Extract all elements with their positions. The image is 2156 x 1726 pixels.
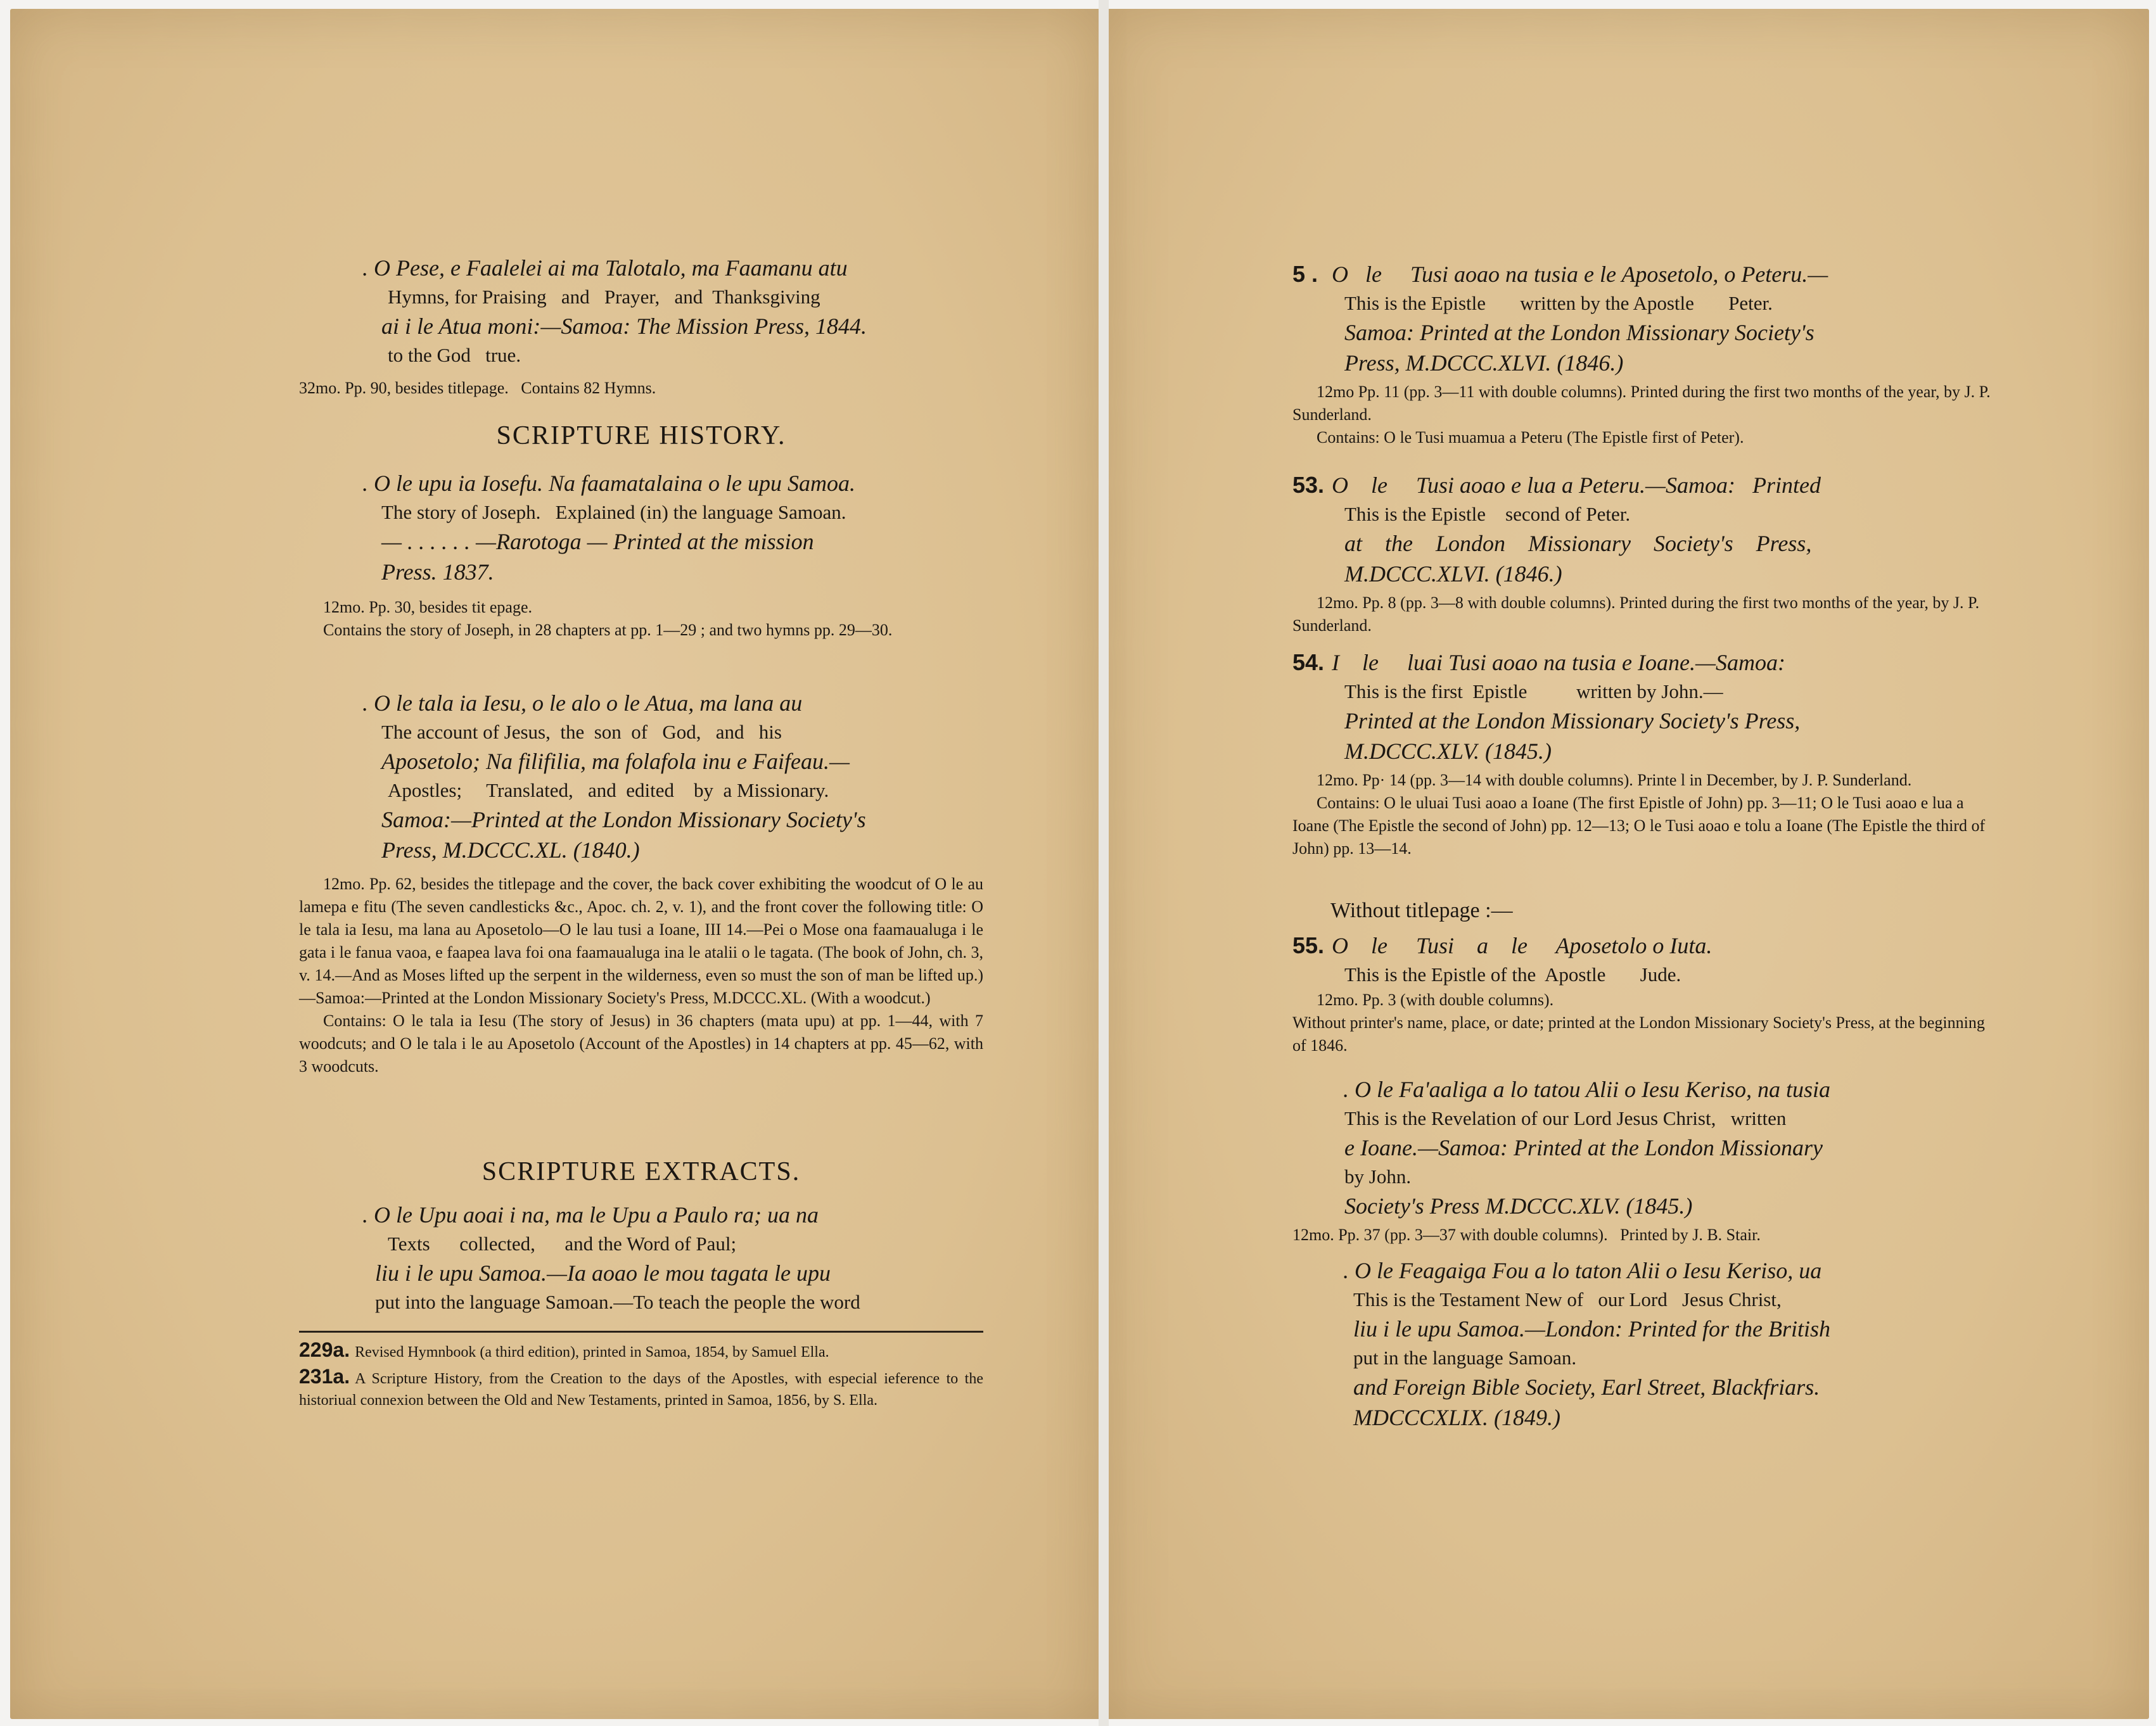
hymns-gloss-line-4: to the God true. <box>388 344 521 366</box>
joseph-samoan-line-4: Press. 1837. <box>381 559 494 585</box>
scripture-history-heading: SCRIPTURE HISTORY. <box>496 421 786 450</box>
footnote-number: 231a. <box>299 1365 350 1388</box>
footnote-229a <box>299 1339 983 1363</box>
entry-53-samoan-line-4: M.DCCC.XLVI. (1846.) <box>1344 561 1562 587</box>
entry-54-note-1: 12mo. Pp· 14 (pp. 3—14 with double columns). Printe l in December, by J. P. Sunderland. <box>1317 771 1912 789</box>
entry-hymns <box>299 253 983 400</box>
entry-55 <box>1292 930 1993 1057</box>
entry-5-note-1: 12mo Pp. 11 (pp. 3—11 with double columns). Printed during the first two months of the year, by J. P. Sunderland. <box>1292 383 1991 424</box>
hymns-samoan-line-1: . O Pese, e Faalelei ai ma Talotalo, ma Faamanu atu <box>362 255 848 281</box>
testament-gloss-line-2: This is the Testament New of our Lord Jesus Christ, <box>1353 1288 1782 1310</box>
revelation-samoan-line-3: e Ioane.—Samoa: Printed at the London Missionary <box>1344 1135 1823 1160</box>
entry-revelation <box>1292 1074 1993 1247</box>
extracts-samoan-line-1: . O le Upu aoai i na, ma le Upu a Paulo ra; ua na <box>362 1202 819 1228</box>
joseph-samoan-line-3: — . . . . . . —Rarotoga — Printed at the mission <box>381 529 814 554</box>
entry-53 <box>1292 470 1993 637</box>
jesus-samoan-line-6: Press, M.DCCC.XL. (1840.) <box>381 837 640 863</box>
hymns-gloss-line-2: Hymns, for Praising and Prayer, and Thanksgiving <box>388 286 820 308</box>
jesus-samoan-line-5: Samoa:—Printed at the London Missionary Society's <box>381 807 866 832</box>
revelation-note-1: 12mo. Pp. 37 (pp. 3—37 with double columns). Printed by J. B. Stair. <box>1292 1226 1761 1244</box>
entry-54-samoan-line-3: Printed at the London Missionary Society's Press, <box>1344 708 1801 733</box>
entry-5-samoan-line-4: Press, M.DCCC.XLVI. (1846.) <box>1344 350 1624 376</box>
without-titlepage: Without titlepage :— <box>1330 899 1513 922</box>
hymns-note: 32mo. Pp. 90, besides titlepage. Contains 82 Hymns. <box>299 379 656 397</box>
joseph-note-1: 12mo. Pp. 30, besides tit epage. <box>323 598 533 616</box>
entry-5-samoan-line-1: 5 . O le Tusi aoao na tusia e le Aposetolo, o Peteru.— <box>1292 259 1993 289</box>
book-gutter <box>1099 0 1109 1726</box>
right-column <box>1292 9 1993 1719</box>
jesus-gloss-line-4: Apostles; Translated, and edited by a Missionary. <box>388 779 829 801</box>
testament-samoan-line-5: and Foreign Bible Society, Earl Street, Blackfriars. <box>1353 1374 1820 1400</box>
left-column <box>299 9 983 1719</box>
entry-jesus <box>299 688 983 1078</box>
left-page <box>10 9 1099 1719</box>
footnote-231a <box>299 1366 983 1411</box>
footnote-number: 229a. <box>299 1338 350 1361</box>
entry-5-note-2: Contains: O le Tusi muamua a Peteru (The Epistle first of Peter). <box>1317 428 1744 447</box>
entry-53-samoan-line-3: at the London Missionary Society's Press, <box>1344 531 1812 556</box>
revelation-gloss-line-2: This is the Revelation of our Lord Jesus Christ, written <box>1344 1107 1787 1129</box>
entry-55-note-2: Without printer's name, place, or date; printed at the London Missionary Society's Press, at the beginning of 1846. <box>1292 1013 1985 1055</box>
entry-testament <box>1292 1255 1993 1433</box>
footnote-rule <box>299 1331 983 1333</box>
joseph-gloss-line-2: The story of Joseph. Explained (in) the language Samoan. <box>381 501 846 523</box>
revelation-gloss-line-4: by John. <box>1344 1165 1412 1188</box>
entry-53-gloss-line-2: This is the Epistle second of Peter. <box>1344 503 1631 525</box>
joseph-samoan-line-1: . O le upu ia Iosefu. Na faamatalaina o le upu Samoa. <box>362 471 855 496</box>
testament-samoan-line-6: MDCCCXLIX. (1849.) <box>1353 1405 1560 1430</box>
hymns-samoan-line-3: ai i le Atua moni:—Samoa: The Mission Press, 1844. <box>381 314 867 339</box>
entry-54-samoan-line-1: 54. I le luai Tusi aoao na tusia e Ioane.—Samoa: <box>1292 647 1993 678</box>
entry-number: 5 . <box>1292 261 1318 287</box>
testament-samoan-line-1: . O le Feagaiga Fou a lo taton Alii o Iesu Keriso, ua <box>1343 1258 1822 1283</box>
jesus-note-2: Contains: O le tala ia Iesu (The story of Jesus) in 36 chapters (mata upu) at pp. 1—44, with 7 woodcuts; and O le tala i le au Aposetolo (Account of the Apostles) in 14 chapters at pp. 45—62, with 3 woodcuts. <box>299 1012 983 1076</box>
jesus-samoan-line-3: Aposetolo; Na filifilia, ma folafola inu e Faifeau.— <box>381 749 850 774</box>
entry-5 <box>1292 259 1993 449</box>
jesus-samoan-line-1: . O le tala ia Iesu, o le alo o le Atua, ma lana au <box>362 690 803 716</box>
entry-joseph <box>299 468 983 642</box>
footnotes <box>299 1339 983 1411</box>
extracts-samoan-line-3: liu i le upu Samoa.—Ia aoao le mou tagata le upu <box>375 1260 831 1286</box>
right-page <box>1109 9 2149 1719</box>
entry-number: 53. <box>1292 472 1325 498</box>
entry-54 <box>1292 647 1993 860</box>
entry-number: 55. <box>1292 932 1325 958</box>
entry-55-samoan-line-1: 55. O le Tusi a le Aposetolo o Iuta. <box>1292 930 1993 961</box>
scripture-extracts-heading: SCRIPTURE EXTRACTS. <box>482 1157 801 1186</box>
entry-55-gloss-line-2: This is the Epistle of the Apostle Jude. <box>1344 963 1681 986</box>
entry-number: 54. <box>1292 649 1325 675</box>
extracts-gloss-line-4: put into the language Samoan.—To teach the people the word <box>375 1291 860 1313</box>
joseph-note-2: Contains the story of Joseph, in 28 chapters at pp. 1—29 ; and two hymns pp. 29—30. <box>323 621 893 639</box>
entry-extracts <box>299 1200 983 1316</box>
footnote-text: A Scripture History, from the Creation to the days of the Apostles, with especial ieference to the historiual connexion between the Old and New Testaments, printed in Samoa, 1856, by S. Ella. <box>299 1371 983 1409</box>
entry-5-gloss-line-2: This is the Epistle written by the Apostle Peter. <box>1344 292 1773 314</box>
revelation-samoan-line-1: . O le Fa'aaliga a lo tatou Alii o Iesu Keriso, na tusia <box>1343 1077 1831 1102</box>
jesus-note-1: 12mo. Pp. 62, besides the titlepage and the cover, the back cover exhibiting the woodcut of O le au lamepa e fitu (The seven candlesticks &c., Apoc. ch. 2, v. 1), and the front cover the following title: O le tala ia Iesu, ma lana au Aposetolo—O le lau tusi a Ioane, III 14.—Pei o Mose ona faamaualuga i le gata i le fanua vaoa, e faapea lava foi ona faamaualuga ina le atalii o le tagata. (The book of John, ch. 3, v. 14.—And as Moses lifted up the serpent in the wilderness, even so must the son of man be lifted up.)—Samoa:—Printed at the London Missionary Society's Press, M.DCCC.XL. (With a woodcut.) <box>299 875 983 1007</box>
entry-5-samoan-line-3: Samoa: Printed at the London Missionary Society's <box>1344 320 1815 345</box>
entry-54-note-2: Contains: O le uluai Tusi aoao a Ioane (The first Epistle of John) pp. 3—11; O le Tusi aoao e lua a Ioane (The Epistle the second of John) pp. 12—13; O le Tusi aoao e tolu a Ioane (The Epistle the third of John) pp. 13—14. <box>1292 794 1986 858</box>
testament-gloss-line-4: put in the language Samoan. <box>1353 1347 1577 1369</box>
jesus-gloss-line-2: The account of Jesus, the son of God, and his <box>381 721 782 743</box>
revelation-samoan-line-5: Society's Press M.DCCC.XLV. (1845.) <box>1344 1193 1693 1219</box>
entry-53-samoan-line-1: 53. O le Tusi aoao e lua a Peteru.—Samoa: Printed <box>1292 470 1993 500</box>
footnote-text: Revised Hymnbook (a third edition), printed in Samoa, 1854, by Samuel Ella. <box>355 1344 829 1361</box>
entry-54-gloss-line-2: This is the first Epistle written by John.— <box>1344 680 1723 702</box>
entry-54-samoan-line-4: M.DCCC.XLV. (1845.) <box>1344 739 1552 764</box>
extracts-gloss-line-2: Texts collected, and the Word of Paul; <box>388 1233 737 1255</box>
entry-55-note-1: 12mo. Pp. 3 (with double columns). <box>1317 991 1554 1009</box>
entry-53-note-1: 12mo. Pp. 8 (pp. 3—8 with double columns). Printed during the first two months of the year, by J. P. Sunderland. <box>1292 593 1980 635</box>
testament-samoan-line-3: liu i le upu Samoa.—London: Printed for the British <box>1353 1316 1830 1342</box>
